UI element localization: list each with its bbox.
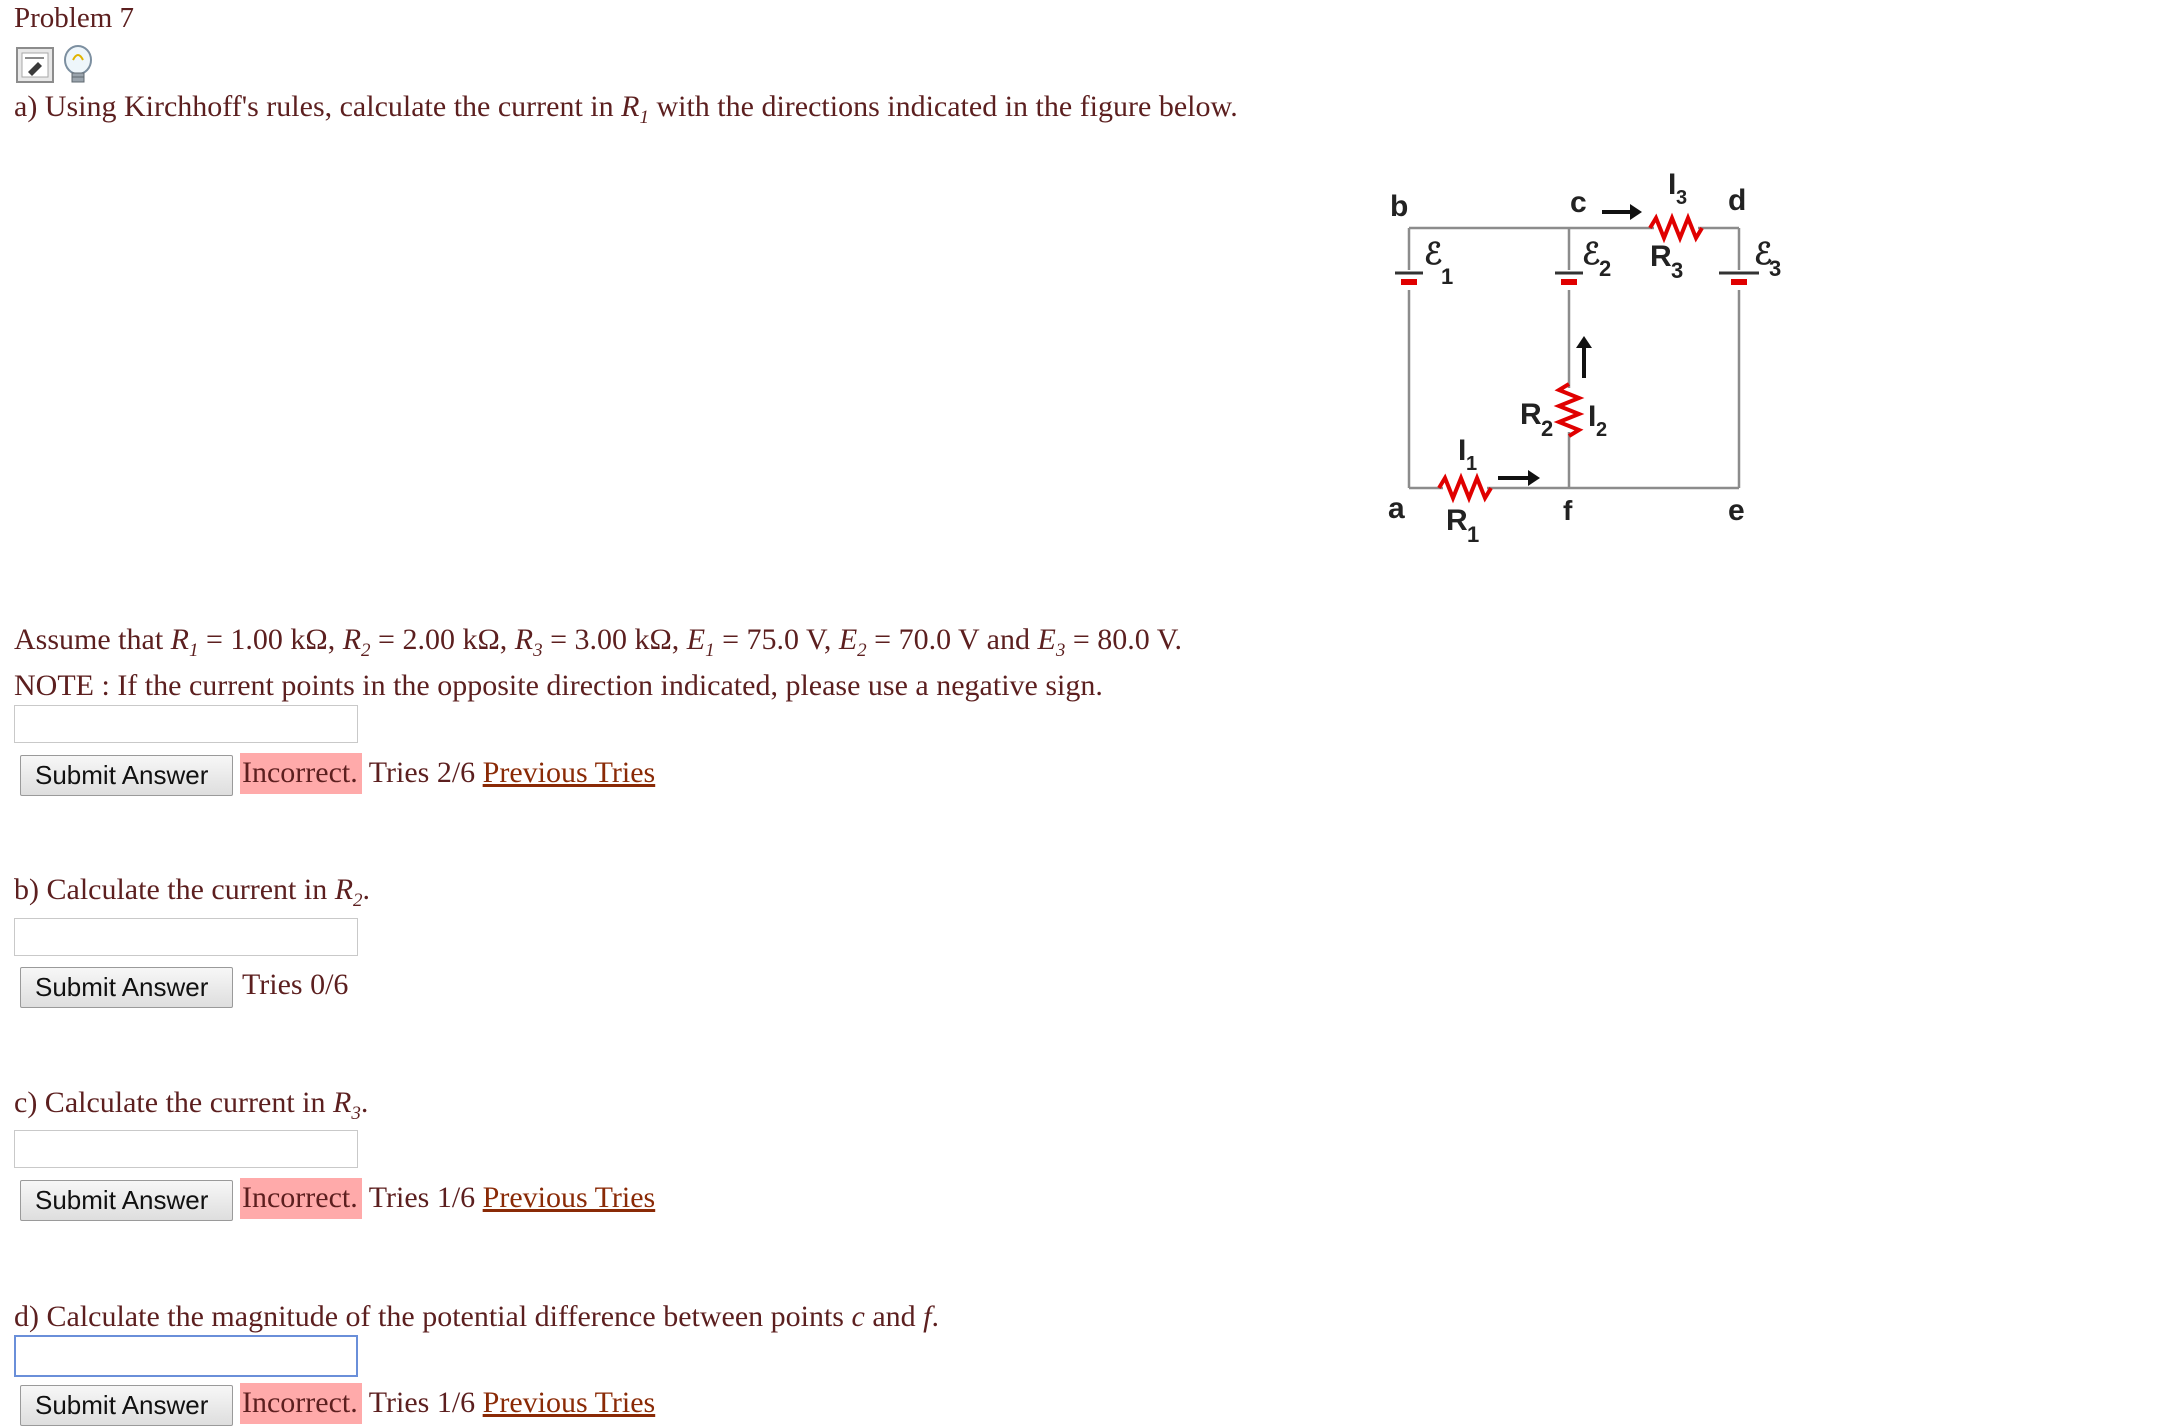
- e3-label: ℰ: [1754, 238, 1773, 271]
- node-c-label: c: [1570, 186, 1587, 219]
- given-item: , $R_3 = 3.00$ kΩ: [499, 623, 672, 661]
- given-symbol-sub: 2: [857, 640, 867, 661]
- node-b-label: b: [1390, 190, 1409, 223]
- part-d-point-c: c: [851, 1300, 865, 1333]
- node-a-label: a: [1388, 492, 1405, 525]
- part-d-and: and: [864, 1300, 924, 1333]
- part-d-previous-tries-link[interactable]: Previous Tries: [482, 1386, 656, 1419]
- i3-label-sub: 3: [1676, 187, 1688, 209]
- part-a-question-suffix: with the directions indicated in the figure below.: [648, 90, 1238, 123]
- part-c-var-sub: 3: [351, 1103, 361, 1124]
- given-item: and $E_3 = 80.0$ V: [979, 623, 1175, 661]
- part-a-question-text: a) Using Kirchhoff's rules, calculate the current in: [14, 90, 622, 123]
- given-symbol-sub: 3: [533, 640, 543, 661]
- arrow-i2-head: [1576, 336, 1592, 348]
- part-a-status-row: [240, 753, 655, 793]
- given-item: $R_1 = 1.00$ kΩ: [170, 623, 328, 661]
- given-symbol: R: [342, 623, 362, 656]
- problem-title: Problem 7: [14, 2, 135, 34]
- given-symbol-sub: 2: [361, 640, 371, 661]
- given-symbol: E: [686, 623, 706, 656]
- part-c-question: [14, 1083, 368, 1123]
- part-c-tries: Tries 1/6: [368, 1181, 476, 1214]
- r2-label: R: [1520, 398, 1542, 431]
- e3-label-sub: 3: [1769, 256, 1782, 281]
- part-d-incorrect-badge: Incorrect.: [240, 1383, 362, 1424]
- given-symbol: E: [838, 623, 858, 656]
- given-value: 3.00 kΩ: [574, 623, 672, 656]
- notes-icon[interactable]: [17, 48, 53, 82]
- e1-label-sub: 1: [1441, 264, 1454, 289]
- e2-label: ℰ: [1582, 238, 1601, 271]
- part-b-question-text: b) Calculate the current in: [14, 873, 335, 906]
- part-d-answer-input[interactable]: [14, 1335, 358, 1377]
- part-d-question-text: d) Calculate the magnitude of the potential difference between points: [14, 1300, 852, 1333]
- part-d-submit-button[interactable]: Submit Answer: [20, 1385, 233, 1426]
- battery-e3: [1719, 270, 1759, 290]
- given-value: 70.0 V: [898, 623, 980, 656]
- part-c-incorrect-badge: Incorrect.: [240, 1178, 362, 1219]
- i1-label-sub: 1: [1466, 453, 1478, 475]
- battery-e2: [1555, 270, 1583, 290]
- given-value: 80.0 V: [1097, 623, 1175, 656]
- part-c-submit-button[interactable]: Submit Answer: [20, 1180, 233, 1221]
- given-item: , $E_1 = 75.0$ V: [671, 623, 824, 661]
- e2-label-sub: 2: [1599, 256, 1612, 281]
- part-a-question: [14, 87, 1238, 127]
- part-a-answer-input[interactable]: [14, 705, 358, 743]
- part-d-point-f: f: [923, 1300, 932, 1333]
- battery-e1: [1395, 270, 1423, 290]
- r1-label: R: [1446, 504, 1468, 537]
- given-symbol-sub: 1: [188, 640, 199, 661]
- given-symbol-sub: 3: [1055, 640, 1066, 661]
- part-a-var-sub: 1: [639, 107, 649, 128]
- part-b-var-sub: 2: [353, 890, 363, 911]
- part-d-status-row: [240, 1383, 655, 1423]
- arrow-i1-head: [1528, 470, 1540, 486]
- i1-label: I: [1458, 434, 1467, 467]
- part-a-submit-button[interactable]: Submit Answer: [20, 755, 233, 796]
- part-c-question-text: c) Calculate the current in: [14, 1086, 334, 1119]
- i2-label-sub: 2: [1596, 419, 1608, 441]
- r3-label: R: [1650, 240, 1672, 273]
- part-d-tries: Tries 1/6: [368, 1386, 476, 1419]
- resistor-r3: [1650, 218, 1702, 238]
- resistor-r1: [1439, 478, 1491, 498]
- given-value: 75.0 V: [746, 623, 824, 656]
- arrow-i3-head: [1630, 204, 1642, 220]
- i3-label: I: [1668, 168, 1677, 201]
- node-d-label: d: [1728, 184, 1747, 217]
- resistor-r2: [1559, 384, 1579, 436]
- given-item: , $E_2 = 70.0$ V: [823, 623, 980, 661]
- given-symbol-sub: 1: [705, 640, 715, 661]
- part-b-var: R: [334, 873, 354, 906]
- part-a-incorrect-badge: Incorrect.: [240, 753, 362, 794]
- part-b-question-suffix: .: [362, 873, 371, 906]
- part-c-status-row: [240, 1178, 655, 1218]
- part-a-tries: Tries 2/6: [368, 756, 476, 789]
- part-d-question: [14, 1297, 939, 1337]
- part-b-status-row: [242, 965, 348, 1005]
- i2-label: I: [1588, 400, 1597, 433]
- given-value: 1.00 kΩ: [230, 623, 328, 656]
- part-c-question-suffix: .: [360, 1086, 369, 1119]
- part-d-question-suffix: .: [931, 1300, 939, 1333]
- lightbulb-icon[interactable]: [65, 46, 91, 82]
- given-symbol: R: [514, 623, 534, 656]
- node-e-label: e: [1728, 494, 1745, 527]
- part-c-previous-tries-link[interactable]: Previous Tries: [482, 1181, 656, 1214]
- r2-label-sub: 2: [1541, 416, 1554, 441]
- given-values: Assume that $R_1 = 1.00$ kΩ, $R_2 = 2.00$ kΩ, $R_3 = 3.00$ kΩ, $E_1 = 75.0$ V, $E_2 = 70.0$ V and $E_3 = 80.0$ V.: [14, 623, 1182, 661]
- part-c-var: R: [333, 1086, 352, 1119]
- given-value: 2.00 kΩ: [402, 623, 500, 656]
- part-b-submit-button[interactable]: Submit Answer: [20, 967, 233, 1008]
- note-text: NOTE : If the current points in the opposite direction indicated, please use a negative sign.: [14, 669, 1103, 702]
- part-c-answer-input[interactable]: [14, 1130, 358, 1168]
- circuit-figure: [1370, 158, 1810, 563]
- part-a-var: R: [621, 90, 640, 123]
- given-item: , $R_2 = 2.00$ kΩ: [327, 623, 500, 661]
- node-f-label: f: [1563, 495, 1573, 526]
- r3-label-sub: 3: [1671, 258, 1684, 283]
- part-b-question: [14, 870, 370, 910]
- r1-label-sub: 1: [1467, 522, 1480, 547]
- given-symbol: R: [170, 623, 189, 656]
- part-b-tries: Tries 0/6: [242, 968, 349, 1001]
- e1-label: ℰ: [1424, 238, 1443, 271]
- given-label: Assume that: [14, 623, 164, 656]
- part-a-previous-tries-link[interactable]: Previous Tries: [482, 756, 656, 789]
- part-b-answer-input[interactable]: [14, 918, 358, 956]
- problem-toolbar: [16, 44, 106, 88]
- given-symbol: E: [1037, 623, 1056, 656]
